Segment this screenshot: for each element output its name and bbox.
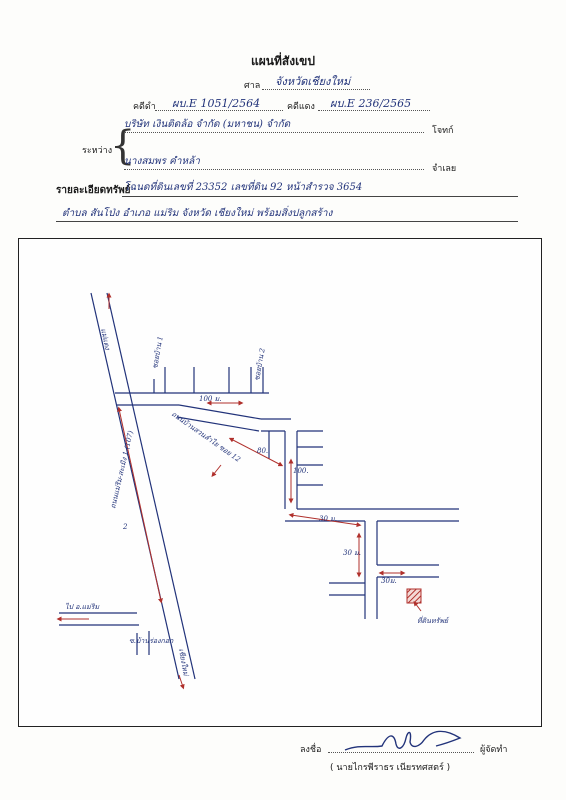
label-dist-100a: 100 ม. xyxy=(199,395,222,403)
plaintiff-label: โจทก์ xyxy=(432,126,454,136)
arrow-south xyxy=(179,675,183,687)
label-soi1: ซอยบ้าน 1 xyxy=(151,335,165,370)
role-label: ผู้จัดทำ xyxy=(480,745,508,755)
court-value: จังหวัดเชียงใหม่ xyxy=(275,75,351,88)
court-label: ศาล xyxy=(244,81,261,91)
signature-scribble xyxy=(340,724,470,758)
highway-edge-left xyxy=(91,293,179,679)
label-dist-80: 80. xyxy=(257,447,269,455)
black-case-value: ผบ.E 1051/2564 xyxy=(172,97,261,110)
label-junction: ซ.บ้านร่องกอก xyxy=(129,637,174,645)
label-target-property: ที่ดินทรัพย์ xyxy=(417,617,449,625)
property-underline-1 xyxy=(122,196,518,197)
label-soi2: ซอยบ้าน 2 xyxy=(253,347,267,382)
map-frame xyxy=(18,238,542,727)
label-road-south: เชียงใหม่ xyxy=(177,647,190,677)
property-line2: ตำบล สันโป่ง อำเภอ แม่ริม จังหวัด เชียงใหม่ พร้อมสิ่งปลูกสร้าง xyxy=(62,208,333,219)
red-case-label: คดีแดง xyxy=(287,102,315,112)
brace-glyph: { xyxy=(110,123,136,169)
between-label: ระหว่าง xyxy=(82,146,113,156)
label-dist-30b: 30 ม. xyxy=(343,549,361,557)
label-dist-100b: 100. xyxy=(293,467,309,475)
property-label: รายละเอียดทรัพย์ xyxy=(56,185,131,196)
defendant-value: นางสมพร คำหล้า xyxy=(124,156,200,167)
defendant-line xyxy=(124,169,424,170)
label-road-north: แม่แตง xyxy=(99,327,112,351)
signer-name: ( นายไกรพีราธร เนียรทศสตร์ ) xyxy=(330,763,451,773)
target-property-plot xyxy=(407,589,421,603)
page-title: แผนที่สังเขป xyxy=(251,54,315,68)
label-dist-30a: 30 ม. xyxy=(319,515,337,523)
property-line1: โฉนดที่ดินเลขที่ 23352 เลขที่ดิน 92 หน้าสำรวจ 3654 xyxy=(124,182,363,193)
label-dist-mid: 2 xyxy=(123,523,128,531)
label-main-road: ถนนแม่ริม-สะเมิง 1 (107) xyxy=(109,429,135,510)
arrow-diag-street xyxy=(213,465,221,475)
label-side-road: ไป อ.แม่ริม xyxy=(65,603,100,611)
map-svg xyxy=(19,239,541,726)
label-dist-30c: 30ม. xyxy=(381,577,397,585)
diag-street-top xyxy=(179,405,261,419)
property-underline-2 xyxy=(56,221,518,222)
plaintiff-line xyxy=(124,132,424,133)
black-case-label: คดีดำ xyxy=(133,102,156,112)
label-diag-street: ถนนบ้านสวนลำไย ซอย 12 xyxy=(169,410,242,464)
plaintiff-value: บริษัท เงินติดล้อ จำกัด (มหาชน) จำกัด xyxy=(124,119,291,130)
defendant-label: จำเลย xyxy=(432,164,457,174)
sign-label: ลงชื่อ xyxy=(300,745,322,755)
red-case-value: ผบ.E 236/2565 xyxy=(330,97,412,110)
arrow-target xyxy=(415,603,421,611)
